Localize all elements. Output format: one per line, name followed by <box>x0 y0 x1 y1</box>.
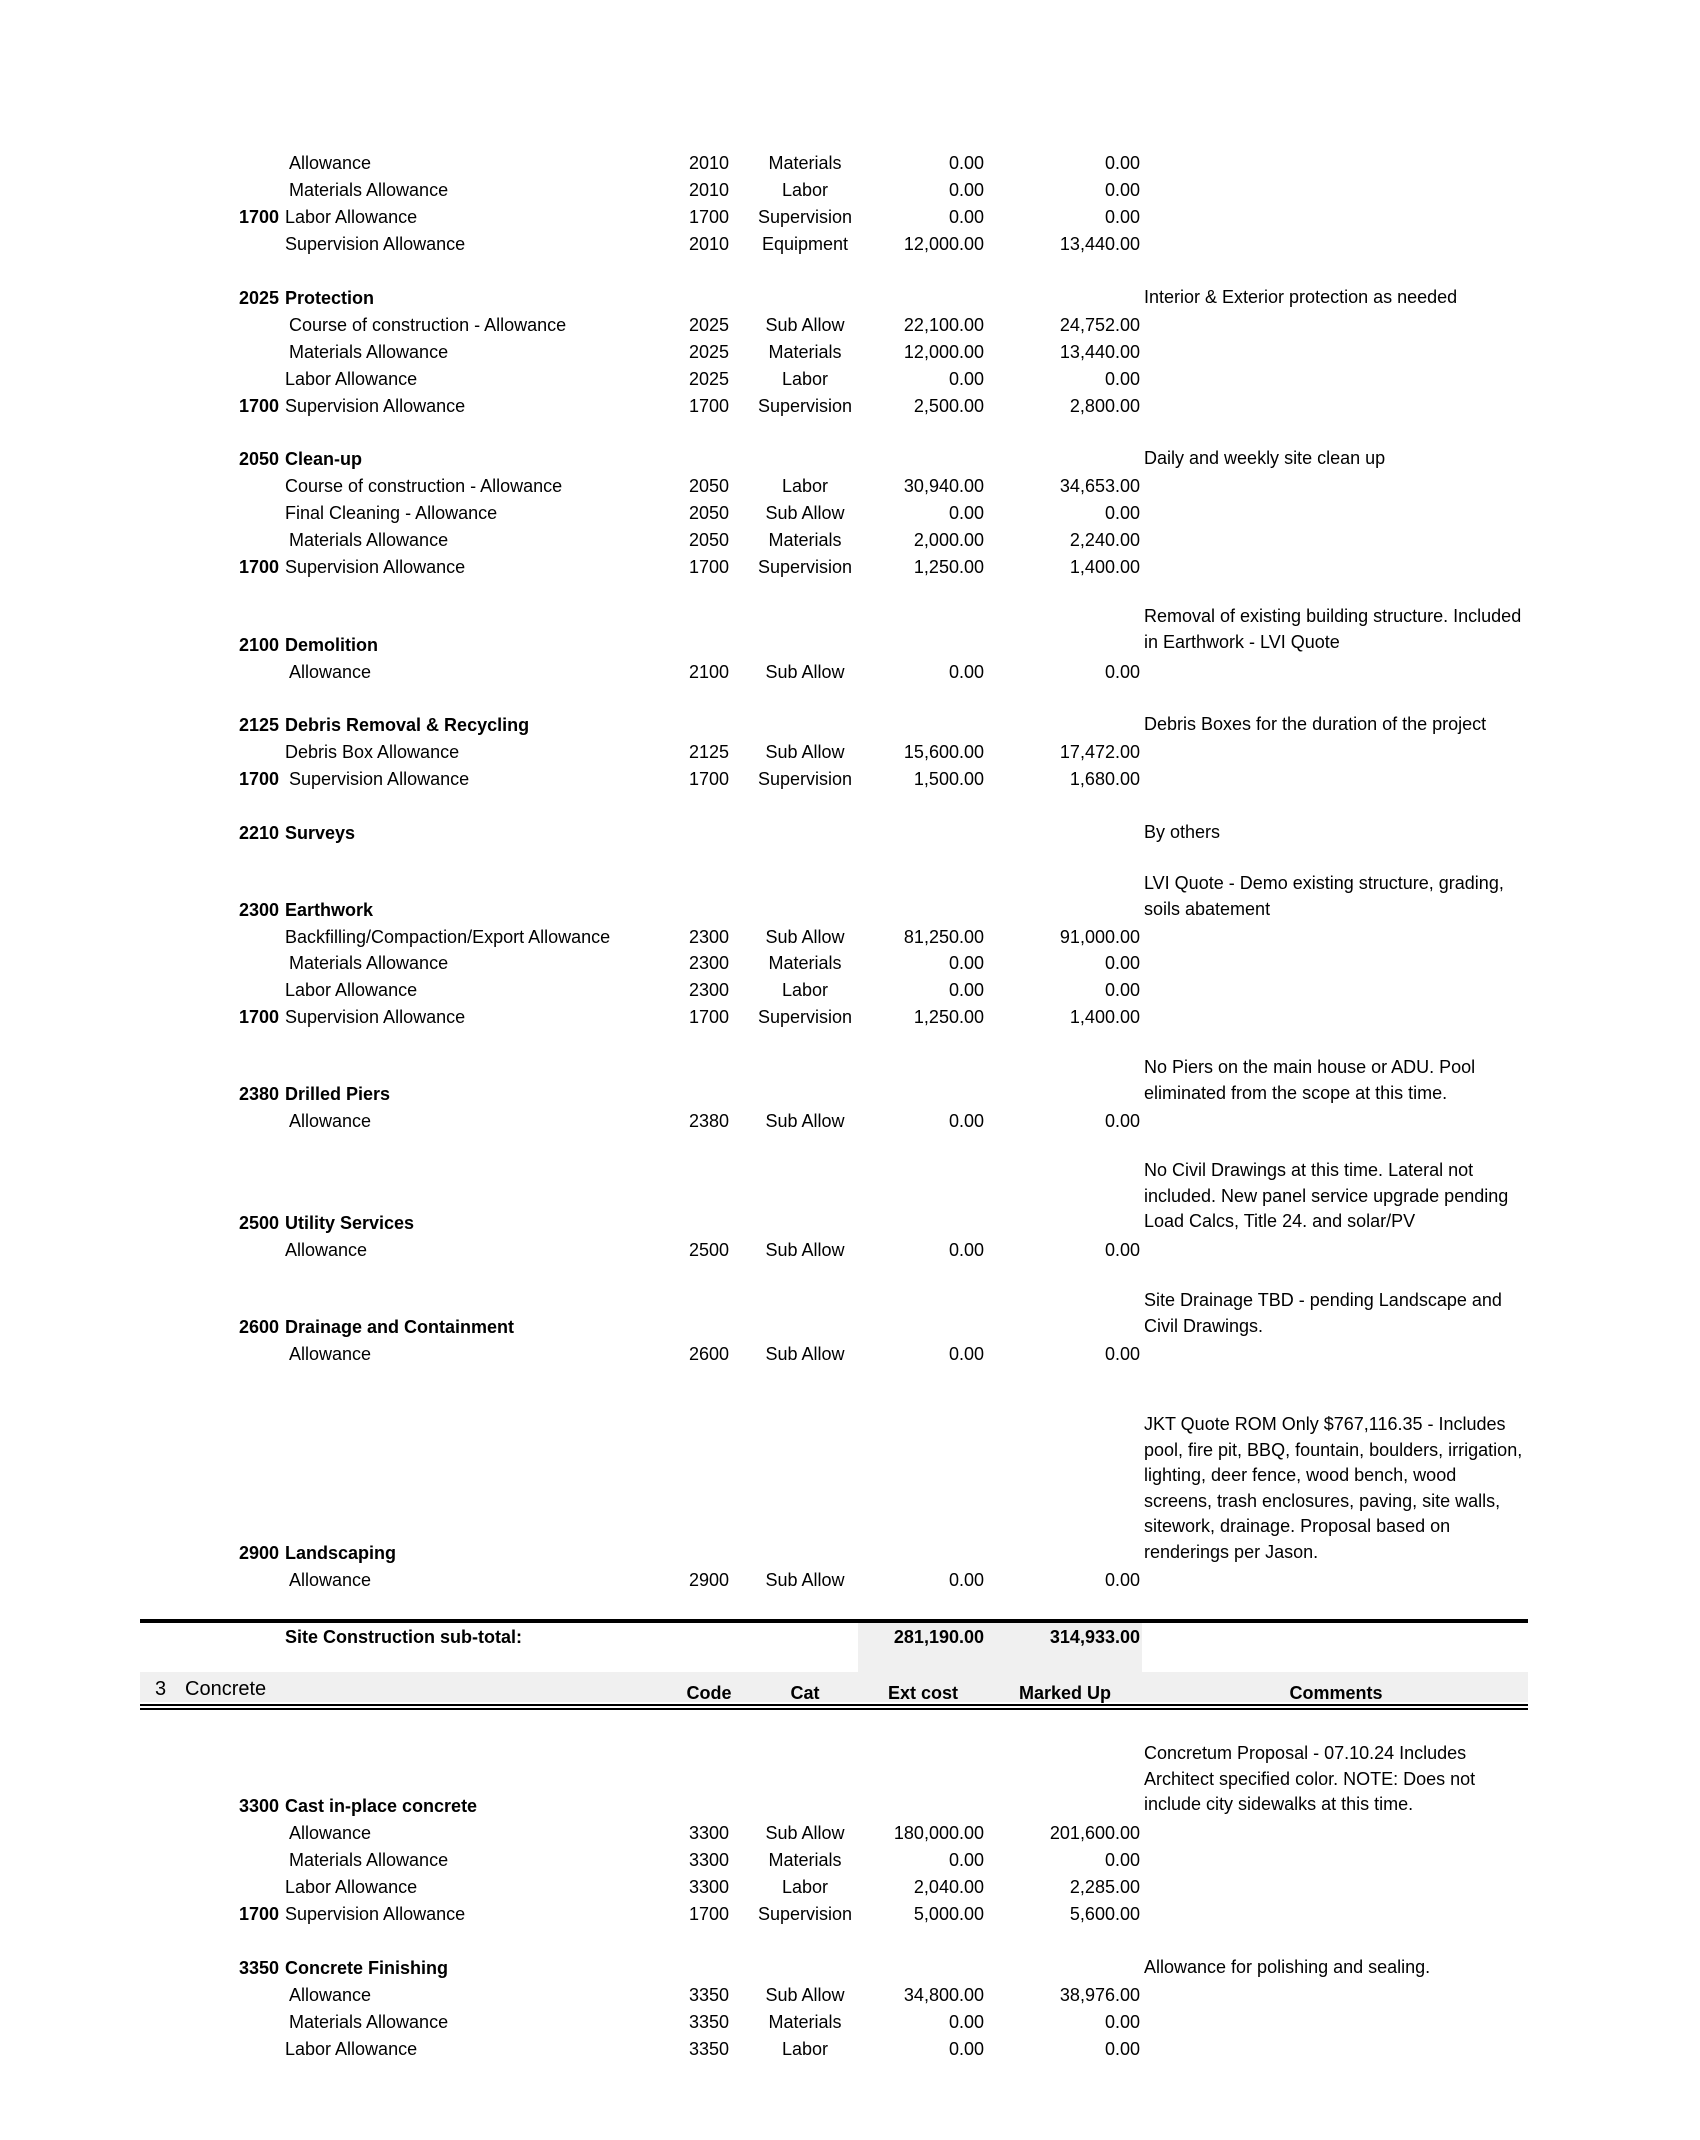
item-marked-up: 5,600.00 <box>1069 1904 1140 1924</box>
item-marked-up: 0.00 <box>1104 2039 1140 2059</box>
item-category: Materials <box>768 153 842 173</box>
item-marked-up: 1,400.00 <box>1069 1007 1140 1027</box>
item-ext-cost: 0.00 <box>948 1850 984 1870</box>
item-code: 3350 <box>688 2039 730 2059</box>
item-ext-cost: 30,940.00 <box>903 476 984 496</box>
item-ext-cost: 0.00 <box>948 1570 984 1590</box>
item-category: Sub Allow <box>765 927 845 947</box>
item-code: 2600 <box>688 1344 730 1364</box>
item-category: Sub Allow <box>765 662 845 682</box>
item-ext-cost: 15,600.00 <box>903 742 984 762</box>
item-ext-cost: 1,500.00 <box>913 769 984 789</box>
item-ext-cost: 5,000.00 <box>913 1904 984 1924</box>
comment-text: Allowance for polishing and sealing. <box>1144 1957 1431 1977</box>
item-marked-up: 0.00 <box>1104 1240 1140 1260</box>
item-description: Supervision Allowance <box>285 1007 466 1027</box>
comment-text: Concretum Proposal - 07.10.24 Includes Architect specified color. NOTE: Does not include city sidewalks at this time. <box>1144 1743 1476 1815</box>
cost-code-number: 2900 <box>238 1543 279 1563</box>
item-marked-up: 2,800.00 <box>1069 396 1140 416</box>
item-ext-cost: 0.00 <box>948 1240 984 1260</box>
item-category: Sub Allow <box>765 1570 845 1590</box>
cost-code-number: 1700 <box>238 1007 279 1027</box>
item-category: Materials <box>768 342 842 362</box>
comment-text: LVI Quote - Demo existing structure, grading, soils abatement <box>1144 873 1504 919</box>
item-marked-up: 1,680.00 <box>1069 769 1140 789</box>
item-marked-up: 38,976.00 <box>1059 1985 1140 2005</box>
item-code: 2125 <box>688 742 730 762</box>
item-description: Allowance <box>289 1344 372 1364</box>
comment-text: No Civil Drawings at this time. Lateral not included. New panel service upgrade pending Load Calcs, Title 24. and solar/PV <box>1144 1160 1509 1232</box>
item-category: Sub Allow <box>765 315 845 335</box>
item-code: 2300 <box>688 980 730 1000</box>
item-category: Materials <box>768 1850 842 1870</box>
column-header-comments: Comments <box>1289 1683 1383 1703</box>
item-category: Sub Allow <box>765 1240 845 1260</box>
item-marked-up: 2,285.00 <box>1069 1877 1140 1897</box>
item-category: Supervision <box>757 396 853 416</box>
item-marked-up: 13,440.00 <box>1059 234 1140 254</box>
item-ext-cost: 0.00 <box>948 180 984 200</box>
item-description: Course of construction - Allowance <box>289 315 567 335</box>
subtotal-ext-cost: 281,190.00 <box>893 1627 984 1647</box>
item-code: 2300 <box>688 953 730 973</box>
item-ext-cost: 0.00 <box>948 2012 984 2032</box>
item-category: Supervision <box>757 207 853 227</box>
item-description: Supervision Allowance <box>285 1904 466 1924</box>
item-ext-cost: 2,040.00 <box>913 1877 984 1897</box>
item-description: Allowance <box>289 662 372 682</box>
item-ext-cost: 0.00 <box>948 2039 984 2059</box>
item-marked-up: 0.00 <box>1104 1111 1140 1131</box>
item-code: 2025 <box>688 369 730 389</box>
item-description: Materials Allowance <box>289 180 449 200</box>
cost-code-number: 2025 <box>238 288 279 308</box>
cost-code-number: 2300 <box>238 900 279 920</box>
item-marked-up: 0.00 <box>1104 1850 1140 1870</box>
comment-text: Interior & Exterior protection as needed <box>1144 287 1458 307</box>
cost-code-number: 3300 <box>238 1796 279 1816</box>
item-description: Allowance <box>289 1823 372 1843</box>
item-code: 1700 <box>688 207 730 227</box>
item-ext-cost: 0.00 <box>948 1344 984 1364</box>
item-description: Materials Allowance <box>289 953 449 973</box>
column-header-code: Code <box>686 1683 732 1703</box>
item-description: Drilled Piers <box>285 1084 391 1104</box>
item-ext-cost: 0.00 <box>948 953 984 973</box>
item-description: Supervision Allowance <box>285 396 466 416</box>
item-description: Labor Allowance <box>285 369 418 389</box>
item-category: Materials <box>768 953 842 973</box>
item-marked-up: 24,752.00 <box>1059 315 1140 335</box>
item-code: 2380 <box>688 1111 730 1131</box>
item-code: 2010 <box>688 234 730 254</box>
item-code: 3350 <box>688 2012 730 2032</box>
item-category: Sub Allow <box>765 1111 845 1131</box>
item-marked-up: 2,240.00 <box>1069 530 1140 550</box>
item-marked-up: 201,600.00 <box>1049 1823 1140 1843</box>
item-code: 2050 <box>688 503 730 523</box>
item-description: Drainage and Containment <box>285 1317 515 1337</box>
comment-text: Site Drainage TBD - pending Landscape and Civil Drawings. <box>1144 1290 1502 1336</box>
item-description: Materials Allowance <box>289 530 449 550</box>
item-code: 3350 <box>688 1985 730 2005</box>
item-ext-cost: 180,000.00 <box>893 1823 984 1843</box>
item-ext-cost: 2,000.00 <box>913 530 984 550</box>
subtotal-marked-up: 314,933.00 <box>1049 1627 1140 1647</box>
comment-text: Debris Boxes for the duration of the project <box>1144 714 1487 734</box>
item-ext-cost: 12,000.00 <box>903 342 984 362</box>
item-ext-cost: 0.00 <box>948 503 984 523</box>
cost-code-number: 2500 <box>238 1213 279 1233</box>
cost-code-number: 1700 <box>238 1904 279 1924</box>
item-code: 1700 <box>688 769 730 789</box>
item-description: Supervision Allowance <box>285 234 466 254</box>
cost-code-number: 3350 <box>238 1958 279 1978</box>
item-description: Materials Allowance <box>289 342 449 362</box>
item-marked-up: 1,400.00 <box>1069 557 1140 577</box>
cost-code-number: 2210 <box>238 823 279 843</box>
item-ext-cost: 2,500.00 <box>913 396 984 416</box>
item-description: Allowance <box>289 1985 372 2005</box>
item-category: Labor <box>781 1877 829 1897</box>
item-code: 3300 <box>688 1850 730 1870</box>
item-description: Earthwork <box>285 900 374 920</box>
item-code: 2050 <box>688 530 730 550</box>
item-description: Concrete Finishing <box>285 1958 449 1978</box>
item-description: Labor Allowance <box>285 1877 418 1897</box>
item-category: Supervision <box>757 1904 853 1924</box>
item-marked-up: 0.00 <box>1104 662 1140 682</box>
item-description: Course of construction - Allowance <box>285 476 563 496</box>
item-ext-cost: 1,250.00 <box>913 1007 984 1027</box>
item-category: Materials <box>768 530 842 550</box>
item-ext-cost: 0.00 <box>948 1111 984 1131</box>
item-ext-cost: 22,100.00 <box>903 315 984 335</box>
subtotal-label: Site Construction sub-total: <box>285 1627 522 1647</box>
comment-text: Removal of existing building structure. Included in Earthwork - LVI Quote <box>1144 606 1522 652</box>
item-description: Cast in-place concrete <box>285 1796 478 1816</box>
item-description: Allowance <box>289 153 372 173</box>
item-description: Utility Services <box>285 1213 415 1233</box>
column-header-marked-up: Marked Up <box>1018 1683 1112 1703</box>
item-code: 2025 <box>688 342 730 362</box>
item-marked-up: 0.00 <box>1104 503 1140 523</box>
item-category: Labor <box>781 980 829 1000</box>
item-marked-up: 0.00 <box>1104 1570 1140 1590</box>
item-marked-up: 0.00 <box>1104 1344 1140 1364</box>
item-code: 2010 <box>688 153 730 173</box>
item-marked-up: 0.00 <box>1104 207 1140 227</box>
item-code: 2500 <box>688 1240 730 1260</box>
item-description: Supervision Allowance <box>285 557 466 577</box>
item-category: Supervision <box>757 1007 853 1027</box>
item-code: 3300 <box>688 1877 730 1897</box>
item-category: Labor <box>781 369 829 389</box>
cost-code-number: 1700 <box>238 396 279 416</box>
item-category: Supervision <box>757 557 853 577</box>
item-code: 1700 <box>688 557 730 577</box>
item-description: Allowance <box>289 1111 372 1131</box>
item-code: 2900 <box>688 1570 730 1590</box>
item-code: 2025 <box>688 315 730 335</box>
item-description: Demolition <box>285 635 378 655</box>
item-description: Materials Allowance <box>289 2012 449 2032</box>
item-ext-cost: 0.00 <box>948 980 984 1000</box>
column-header-ext-cost: Ext cost <box>887 1683 959 1703</box>
item-description: Clean-up <box>285 449 363 469</box>
section-number: 3 <box>155 1678 167 1700</box>
cost-code-number: 2380 <box>238 1084 279 1104</box>
item-ext-cost: 81,250.00 <box>903 927 984 947</box>
item-marked-up: 0.00 <box>1104 153 1140 173</box>
column-header-cat: Cat <box>790 1683 820 1703</box>
item-code: 1700 <box>688 1904 730 1924</box>
cost-code-number: 1700 <box>238 557 279 577</box>
item-code: 2300 <box>688 927 730 947</box>
cost-code-number: 2100 <box>238 635 279 655</box>
item-marked-up: 0.00 <box>1104 2012 1140 2032</box>
item-description: Debris Box Allowance <box>285 742 460 762</box>
comment-text: JKT Quote ROM Only $767,116.35 - Includes pool, fire pit, BBQ, fountain, boulders, irrigation, lighting, deer fence, wood bench, wood screens, trash enclosures, paving, site walls, sitework, drainage. Proposal based on renderings per Jason. <box>1144 1414 1523 1562</box>
item-description: Labor Allowance <box>285 980 418 1000</box>
item-category: Supervision <box>757 769 853 789</box>
item-marked-up: 0.00 <box>1104 953 1140 973</box>
item-marked-up: 91,000.00 <box>1059 927 1140 947</box>
item-description: Landscaping <box>285 1543 397 1563</box>
item-description: Allowance <box>289 1570 372 1590</box>
item-description: Surveys <box>285 823 356 843</box>
item-ext-cost: 0.00 <box>948 369 984 389</box>
cost-code-number: 2050 <box>238 449 279 469</box>
item-marked-up: 0.00 <box>1104 369 1140 389</box>
item-code: 1700 <box>688 396 730 416</box>
section-header-rule <box>140 1704 1528 1710</box>
item-code: 2050 <box>688 476 730 496</box>
item-category: Labor <box>781 476 829 496</box>
item-category: Labor <box>781 180 829 200</box>
item-ext-cost: 12,000.00 <box>903 234 984 254</box>
item-ext-cost: 34,800.00 <box>903 1985 984 2005</box>
item-ext-cost: 0.00 <box>948 153 984 173</box>
comment-text: By others <box>1144 822 1221 842</box>
item-category: Sub Allow <box>765 742 845 762</box>
item-category: Sub Allow <box>765 1985 845 2005</box>
item-category: Labor <box>781 2039 829 2059</box>
comment-text: Daily and weekly site clean up <box>1144 448 1386 468</box>
cost-code-number: 2600 <box>238 1317 279 1337</box>
item-description: Debris Removal & Recycling <box>285 715 530 735</box>
item-marked-up: 13,440.00 <box>1059 342 1140 362</box>
item-description: Labor Allowance <box>285 2039 418 2059</box>
item-code: 1700 <box>688 1007 730 1027</box>
item-ext-cost: 0.00 <box>948 662 984 682</box>
item-description: Supervision Allowance <box>289 769 470 789</box>
item-category: Sub Allow <box>765 1823 845 1843</box>
item-code: 2100 <box>688 662 730 682</box>
item-category: Sub Allow <box>765 503 845 523</box>
item-description: Protection <box>285 288 375 308</box>
comment-text: No Piers on the main house or ADU. Pool eliminated from the scope at this time. <box>1144 1057 1476 1103</box>
item-category: Materials <box>768 2012 842 2032</box>
item-marked-up: 0.00 <box>1104 180 1140 200</box>
item-description: Backfilling/Compaction/Export Allowance <box>285 927 611 947</box>
subtotal-rule <box>140 1619 1528 1623</box>
item-description: Final Cleaning - Allowance <box>285 503 498 523</box>
item-code: 2010 <box>688 180 730 200</box>
item-description: Materials Allowance <box>289 1850 449 1870</box>
item-description: Labor Allowance <box>285 207 418 227</box>
cost-code-number: 1700 <box>238 769 279 789</box>
item-marked-up: 17,472.00 <box>1059 742 1140 762</box>
item-category: Sub Allow <box>765 1344 845 1364</box>
item-code: 3300 <box>688 1823 730 1843</box>
cost-code-number: 2125 <box>238 715 279 735</box>
item-ext-cost: 1,250.00 <box>913 557 984 577</box>
item-category: Equipment <box>761 234 849 254</box>
section-title: Concrete <box>185 1678 267 1700</box>
item-marked-up: 34,653.00 <box>1059 476 1140 496</box>
item-marked-up: 0.00 <box>1104 980 1140 1000</box>
item-description: Allowance <box>285 1240 368 1260</box>
cost-code-number: 1700 <box>238 207 279 227</box>
item-ext-cost: 0.00 <box>948 207 984 227</box>
